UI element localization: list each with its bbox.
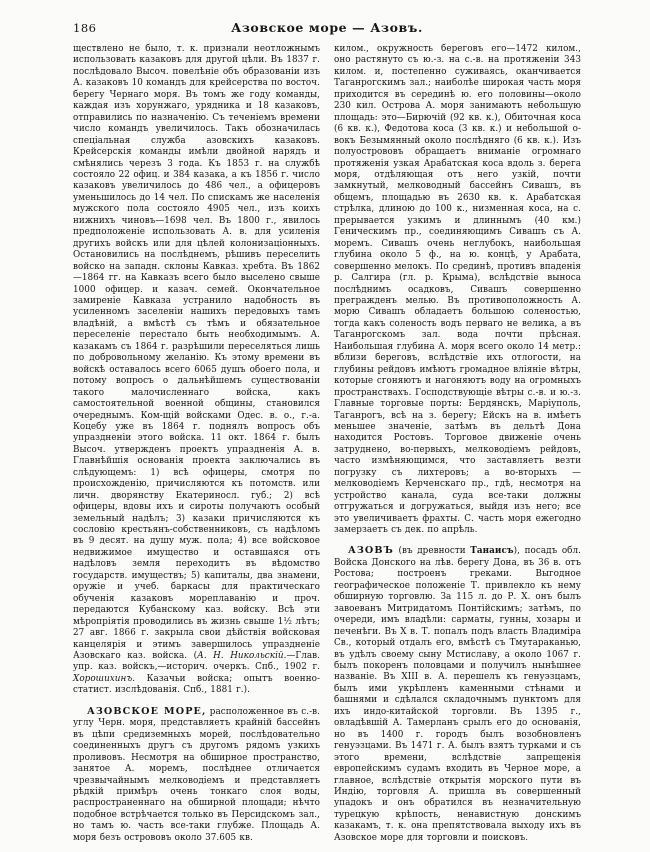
paragraph-azov bbox=[334, 545, 581, 844]
text-run-normal: . Казачьи войска; опытъ военно-статист. изслѣдованія. Спб., 1881 г.). bbox=[73, 673, 320, 696]
text-run-italic: Хорошихинъ bbox=[73, 673, 133, 684]
right-column bbox=[334, 44, 581, 844]
text-run-normal: (въ древности bbox=[393, 546, 471, 557]
text-run-entry-head: АЗОВЪ bbox=[348, 545, 394, 557]
text-run-normal: килом., окружность береговъ его—1472 килом., оно растянуто съ ю.-з. на с.-в. на протяженіи 343 килом. и, постепенно суживаясь, оканчивается Таганрогскимъ зал.; наиболѣе широкая часть моря приходится въ серединѣ ю. его половины—около 230 кил. Острова А. моря занимаютъ небольшую площадь: это—Бирючій (92 кв. к.), Обиточная коса (6 кв. к.), Федотова коса (3 кв. к.) и небольшой о-вокъ Безымянный около послѣдняго (6 кв. к.). Изъ полуострововъ обращаетъ вниманіе огромнаго протяженія узкая Арабатская коса вдоль з. берега моря, отдѣляющая отъ него узкій, почти замкнутый, мелководный бассейнъ Сивашъ, въ общемъ, площадью въ 2630 кв. к. Арабатская стрѣлка, длиною до 100 к., низменная коса, на с. прерывается узкимъ и длиннымъ (40 км.) Геническимъ пр., соединяющимъ Сивашъ съ А. моремъ. Сивашъ очень неглубокъ, наибольшая глубина около 5 ф., на ю. концѣ, у Арабата, совершенно мелокъ. По срединѣ, противъ впаденія р. Салгира (гл. р. Крыма), вслѣдствіе выноса послѣднимъ осадковъ, Сивашъ совершенно прегражденъ мелью. Въ противоположность А. морю Сивашъ обладаетъ большою соленостью, тогда какъ соленость водъ перваго не велика, а въ Таганрогскомъ зал. вода почти прѣсная. Наибольшая глубина А. моря всего около 14 метр.: вблизи береговъ, вслѣдствіе ихъ отлогости, на глубины рейдовъ имѣютъ громадное вліяніе вѣтры, которые сгоняютъ и нагоняютъ воду на огромныхъ пространствахъ. Господствующіе вѣтры с.-в. и ю.-з. Главные торговые порты: Бердянскъ, Маріуполь, Таганрогъ, всѣ на з. берегу; Ейскъ на в. имѣетъ меньшее значеніе, затѣмъ въ дельтѣ Дона находится Ростовъ. Торговое движеніе очень затруднено, во-первыхъ, мелководіемъ рейдовъ, часто измѣняющимся, что заставляетъ везти погрузку съ лихтеровъ; а во-вторыхъ — мелководіемъ Керченскаго пр., гдѣ, несмотря на устройство канала, суда все-таки должны отгружаться и догружаться, выйдя изъ него; все это увеличиваетъ фрахты. С. часть моря ежегодно замерзаетъ съ дек. по апрѣль. bbox=[334, 44, 581, 536]
paragraph-azovskoe-more-continued bbox=[334, 44, 581, 536]
left-column bbox=[73, 44, 320, 844]
text-run-italic: А. Н. Никольскій bbox=[197, 651, 284, 662]
paragraph-azovskoe-more bbox=[73, 706, 320, 844]
paragraph-azov-voisko-continued bbox=[73, 44, 320, 697]
text-columns bbox=[73, 44, 581, 844]
text-run-normal: расположенное въ с.-в. углу Черн. моря, представляетъ крайній бассейнъ въ цѣпи средиземныхъ морей, послѣдовательно соединенныхъ другъ съ другомъ рядомъ узкихъ проливовъ. Несмотря на обширное пространство, занятое А. моремъ, послѣднее отличается чрезвычайнымъ мелководіемъ и представляетъ рѣдкій примѣръ очень тонкаго слоя воды, распространеннаго на обширной площади; нѣчто подобное встрѣчается только въ Персидскомъ зал., но тамъ ю. часть все-таки глубже. Площадь А. моря безъ острововъ около 37.605 кв. bbox=[73, 706, 320, 843]
text-run-normal: ществлено не было, т. к. признали неотложнымъ использовать казаковъ для другой цѣли. Въ 1837 г. послѣдовало Высоч. повелѣніе объ образованіи изъ А. казаковъ 10 командъ для крейсерства по восточ. берегу Чернаго моря. Въ томъ же году команды, каждая изъ хорунжаго, урядника и 18 казаковъ, отправились по назначенію. Съ теченіемъ времени число командъ увеличилось. Такъ обозначилась спеціальная служба азовскихъ казаковъ. Крейсерскія команды имѣли двойной нарядъ и смѣнялись черезъ 3 года. Къ 1853 г. на службѣ состояло 22 офиц. и 384 казака, а къ 1856 г. число казаковъ увеличилось до 486 чел., а офицеровъ уменьшилось до 14 чел. По спискамъ же населенія мужского пола состояло 4905 чел., изъ коихъ нижнихъ чиновъ—1698 чел. Въ 1800 г., явилось предположеніе использовать А. в. для усиленія другихъ войскъ или для цѣлей колонизаціонныхъ. Остановились на послѣднемъ, рѣшивъ переселить войско на западн. склоны Кавказ. хребта. Въ 1862—1864 гг. на Кавказъ всего было выселено свыше 1000 офицер. и казач. семей. Окончательное замиреніе Кавказа устранило надобность въ усиленномъ заселеніи нашихъ передовыхъ тамъ владѣній, а вмѣстѣ съ тѣмъ и обязательное переселеніе перестало быть необходимымъ. А. казакамъ съ 1864 г. разрѣшили переселяться лишь по добровольному желанію. Къ этому времени въ войскѣ оставалось всего 6065 душъ обоего пола, и потому вопросъ о дальнѣйшемъ существованіи такого малочисленнаго войска, какъ самостоятельной военной общины, становился очереднымъ. Ком-щій войсками Одес. в. о., г.-а. Коцебу уже въ 1864 г. поднялъ вопросъ объ упраздненіи этого войска. 11 окт. 1864 г. былъ Высоч. утвержденъ проектъ упраздненія А. в. Главнѣйшія основанія проекта заключались въ слѣдующемъ: 1) всѣ офицеры, смотря по происхожденію, причисляются къ потомств. или личн. дворянству Екатериносл. губ.; 2) всѣ офицеры, вдовы ихъ и сироты получаютъ особый земельный надѣлъ; 3) казаки причисляются къ сословію крестьянъ-собственниковъ, съ надѣломъ въ 9 десят. на душу муж. пола; 4) все войсковое недвижимое имущество и оставшаяся отъ надѣловъ земля переходитъ въ вѣдомство государств. имуществъ; 5) капиталы, два знамени, оружіе и учеб. баркасы для практическаго обученія казаковъ мореплаванію и проч. передаются Кубанскому каз. войску. Всѣ эти мѣропріятія проводились въ жизнь свыше 1½ лѣтъ; 27 авг. 1866 г. закрыла свои дѣйствія войсковая канцелярія и этимъ завершилось упраздненіе Азовскаго каз. войска. ( bbox=[73, 44, 320, 662]
text-run-bold: Танаисъ bbox=[470, 546, 514, 557]
page-number: 186 bbox=[73, 21, 97, 35]
text-run-entry-head: АЗОВСКОЕ МОРЕ, bbox=[87, 705, 207, 717]
running-header bbox=[73, 20, 581, 38]
running-head-title: Азовское море — Азовъ. bbox=[231, 20, 423, 35]
text-run-normal: .—Глав. упр. каз. войскъ,—историч. очеркъ. Спб., 1902 г. bbox=[73, 651, 321, 673]
text-run-normal: ), посадъ обл. Войска Донского на лѣв. берегу Дона, въ 36 в. отъ Ростова; построенъ греками. Выгодное географическое положеніе Т. привлекло къ нему обширную торговлю. За 115 л. до Р. Х. онъ былъ завоеванъ Митридатомъ Понтійскимъ; затѣмъ, по очереди, имъ владѣли: сарматы, гунны, хозары и печенѣги. Въ X в. Т. попалъ подъ власть Владиміра Св., который отдалъ его, вмѣстѣ съ Тмутараканью, въ удѣлъ своему сыну Мстиславу, а около 1067 г. былъ покоренъ половцами и получилъ нынѣшнее названіе. Въ XIII в. А. перешелъ къ генуэзцамъ, былъ ими укрѣпленъ каменными стѣнами и башнями и сдѣлался складочнымъ пунктомъ для ихъ индо-китайской торговли. Въ 1395 г., овладѣвшій А. Тамерланъ срылъ его до основанія, но въ 1400 г. городъ былъ возобновленъ генуэзцами. Въ 1471 г. А. былъ взятъ турками и съ этого времени, вслѣдствіе запрещенія европейскимъ судамъ входить въ Черное море, а главное, вслѣдствіе открытія морского пути въ Индію, торговля А. пришла въ совершенный упадокъ и онъ обратился въ незначительную турецкую крѣпость, ненавистную донскимъ казакамъ, т. к. она препятствовала выходу ихъ въ Азовское море для торговли и поисковъ. bbox=[334, 546, 581, 843]
